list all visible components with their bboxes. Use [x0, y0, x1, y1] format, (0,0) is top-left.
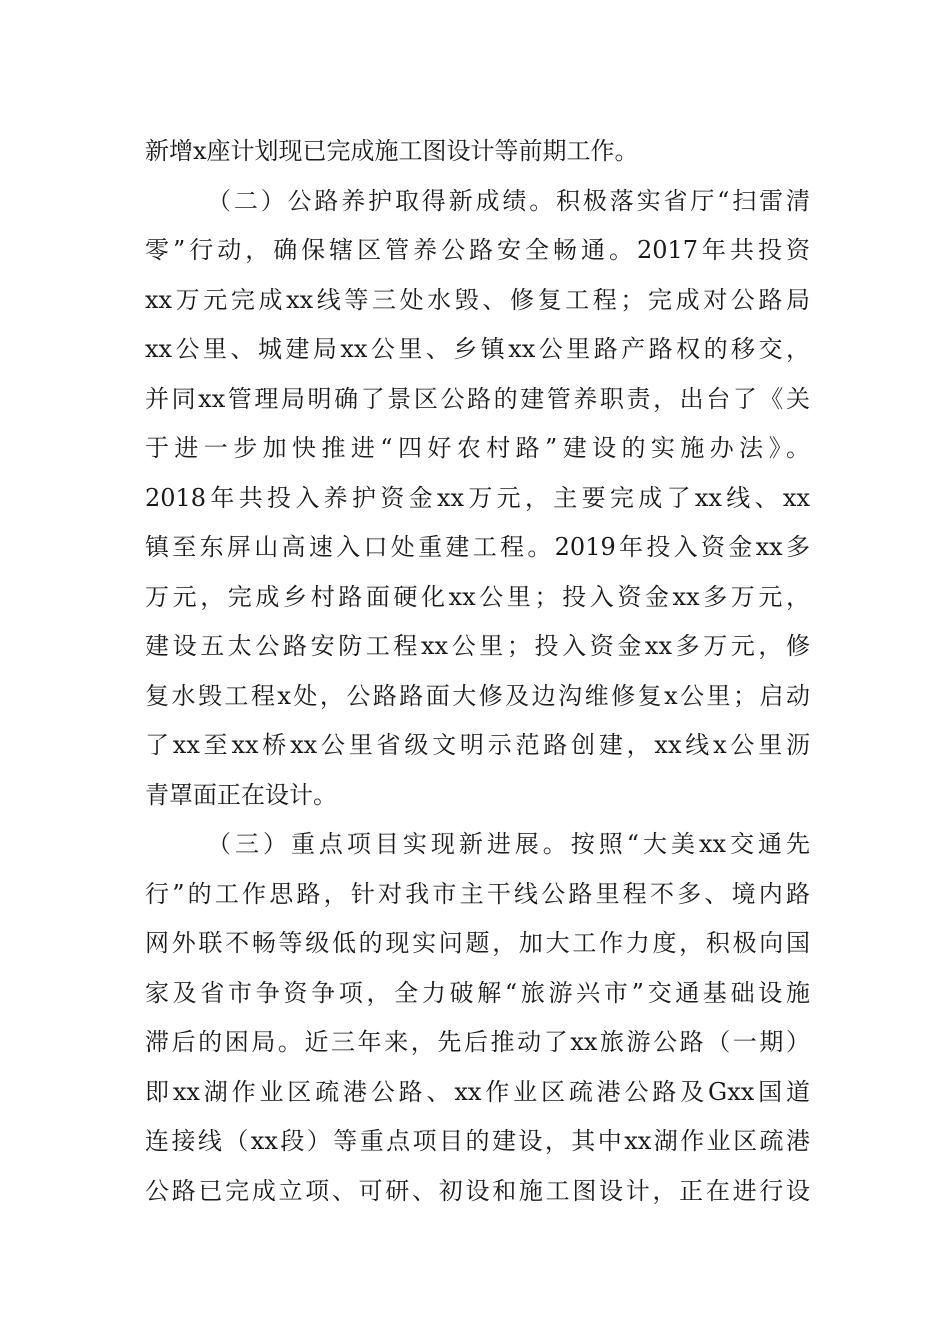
text-line: 2018年共投入养护资金xx万元，主要完成了xx线、xx [145, 483, 810, 512]
text-line: 了xx至xx桥xx公里省级文明示范路创建，xx线x公里沥 [145, 731, 810, 759]
text-line: 新增x座计划现已完成施工图设计等前期工作。 [145, 137, 639, 165]
paragraph-heading-line: （二）公路养护取得新成绩。积极落实省厅“扫雷清 [207, 186, 810, 215]
text-line: 镇至东屏山高速入口处重建工程。2019年投入资金xx多 [145, 533, 810, 561]
text-line: 复水毁工程x处，公路路面大修及边沟维修复x公里；启动 [145, 681, 810, 710]
text-line: xx万元完成xx线等三处水毁、修复工程；完成对公路局 [145, 285, 810, 314]
text-line: 家及省市争资争项，全力破解“旅游兴市”交通基础设施 [145, 978, 810, 1007]
text-line: 行”的工作思路，针对我市主干线公路里程不多、境内路 [145, 879, 810, 908]
text-line: 零”行动，确保辖区管养公路安全畅通。2017年共投资 [145, 236, 810, 264]
text-line: 滞后的困局。近三年来，先后推动了xx旅游公路（一期） [145, 1028, 810, 1056]
text-line: 公路已完成立项、可研、初设和施工图设计，正在进行设 [145, 1176, 810, 1205]
text-line: 万元，完成乡村路面硬化xx公里；投入资金xx多万元， [145, 582, 810, 611]
paragraph-heading-line: （三）重点项目实现新进展。按照“大美xx交通先 [207, 830, 810, 858]
text-line: 并同xx管理局明确了景区公路的建管养职责，出台了《关 [145, 384, 810, 413]
text-line: 即xx湖作业区疏港公路、xx作业区疏港公路及Gxx国道 [145, 1077, 810, 1106]
text-line: 连接线（xx段）等重点项目的建设，其中xx湖作业区疏港 [145, 1127, 810, 1155]
text-line: xx公里、城建局xx公里、乡镇xx公里路产路权的移交， [145, 335, 810, 363]
text-line: 于进一步加快推进“四好农村路”建设的实施办法》。 [145, 434, 810, 462]
text-line: 建设五太公路安防工程xx公里；投入资金xx多万元，修 [145, 632, 810, 660]
document-body [145, 127, 810, 1216]
text-line: 青罩面正在设计。 [145, 780, 337, 809]
text-line: 网外联不畅等级低的现实问题，加大工作力度，积极向国 [145, 929, 810, 957]
